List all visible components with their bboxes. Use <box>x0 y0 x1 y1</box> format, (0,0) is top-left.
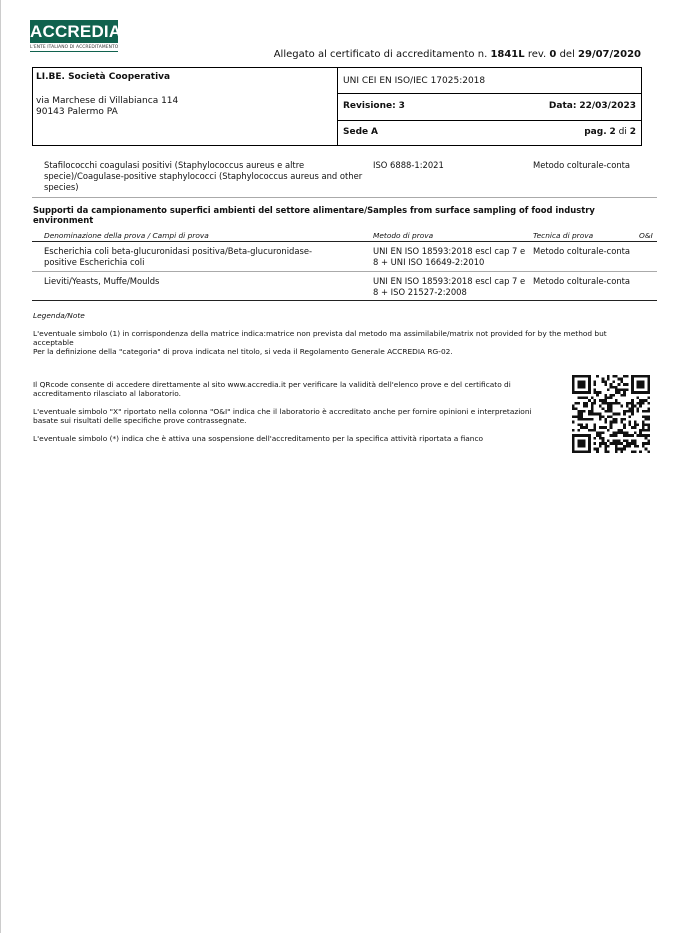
standard-label: UNI CEI EN ISO/IEC 17025:2018 <box>343 76 486 86</box>
test-method-ecoli: UNI EN ISO 18593:2018 escl cap 7 e 8 + UNI ISO 16649-2:2010 <box>373 246 526 267</box>
lab-header-box <box>32 67 642 146</box>
test-technique-yeasts: Metodo colturale-conta <box>533 276 631 286</box>
date-field: Data: 22/03/2023 <box>548 101 636 111</box>
row-divider <box>32 271 657 272</box>
accredia-logo: ACCREDIA <box>30 22 122 41</box>
page-edge <box>0 0 1 933</box>
header-rule <box>32 241 657 242</box>
test-technique-ecoli: Metodo colturale-conta <box>533 246 631 256</box>
test-name-ecoli: Escherichia coli beta-glucuronidasi positiva/Beta-glucuronidase-positive Escherichia coli <box>44 246 313 267</box>
column-header-method: Metodo di prova <box>373 231 434 240</box>
section-title: Supporti da campionamento superfici ambienti del settore alimentare/Samples from surface sampling of food industry environment <box>33 205 595 225</box>
test-technique-staphylococci: Metodo colturale-conta <box>533 160 631 170</box>
logo-tagline: L'ENTE ITALIANO DI ACCREDITAMENTO <box>30 45 119 50</box>
certificate-reference: Allegato al certificato di accreditamento n. 1841L rev. 0 del 29/07/2020 <box>273 49 641 60</box>
qr-note-1: Il QRcode consente di accedere direttamente al sito www.accredia.it per verificare la validità dell'elenco prove e del certificato di accreditamento rilasciato al laboratorio. <box>33 380 511 398</box>
lab-address-line2: 90143 Palermo PA <box>36 107 118 117</box>
logo-underline <box>30 51 118 52</box>
legend-title: Legenda/Note <box>33 311 85 320</box>
row-divider <box>32 197 657 198</box>
legend-note-2: Per la definizione della "categoria" di prova indicata nel titolo, si veda il Regolamento Generale ACCREDIA RG-02. <box>33 347 453 356</box>
test-name-yeasts: Lieviti/Yeasts, Muffe/Moulds <box>44 276 160 286</box>
qr-note-3: L'eventuale simbolo (*) indica che è attiva una sospensione dell'accreditamento per la specifica attività riportata a fianco <box>33 434 484 443</box>
qr-note-2: L'eventuale simbolo "X" riportato nella colonna "O&I" indica che il laboratorio è accreditato anche per fornire opinioni e interpretazioni basate sui risultati delle specifiche prove contrassegnate. <box>33 407 532 425</box>
test-method-yeasts: UNI EN ISO 18593:2018 escl cap 7 e 8 + ISO 21527-2:2008 <box>373 276 526 297</box>
page-number: pag. 2 di 2 <box>584 127 636 137</box>
column-header-oi: O&I <box>639 231 653 240</box>
lab-name: LI.BE. Società Cooperativa <box>36 72 171 82</box>
test-method-staphylococci: ISO 6888-1:2021 <box>373 160 444 170</box>
test-name-staphylococci: Stafilococchi coagulasi positivi (Staphylococcus aureus e altre specie)/Coagulase-positive staphylococci (Staphylococcus aureus and other species) <box>44 160 363 192</box>
qr-code[interactable] <box>572 375 650 453</box>
column-header-technique: Tecnica di prova <box>533 231 594 240</box>
table-end-rule <box>32 300 657 301</box>
sede-field: Sede A <box>343 127 378 137</box>
legend-note-1: L'eventuale simbolo (1) in corrispondenza della matrice indica:matrice non prevista dal metodo ma assimilabile/matrix not provided for by the method but acceptable <box>33 329 607 347</box>
revision-field: Revisione: 3 <box>343 101 405 111</box>
column-header-name: Denominazione della prova / Campi di prova <box>44 231 209 240</box>
lab-address-line1: via Marchese di Villabianca 114 <box>36 96 179 106</box>
